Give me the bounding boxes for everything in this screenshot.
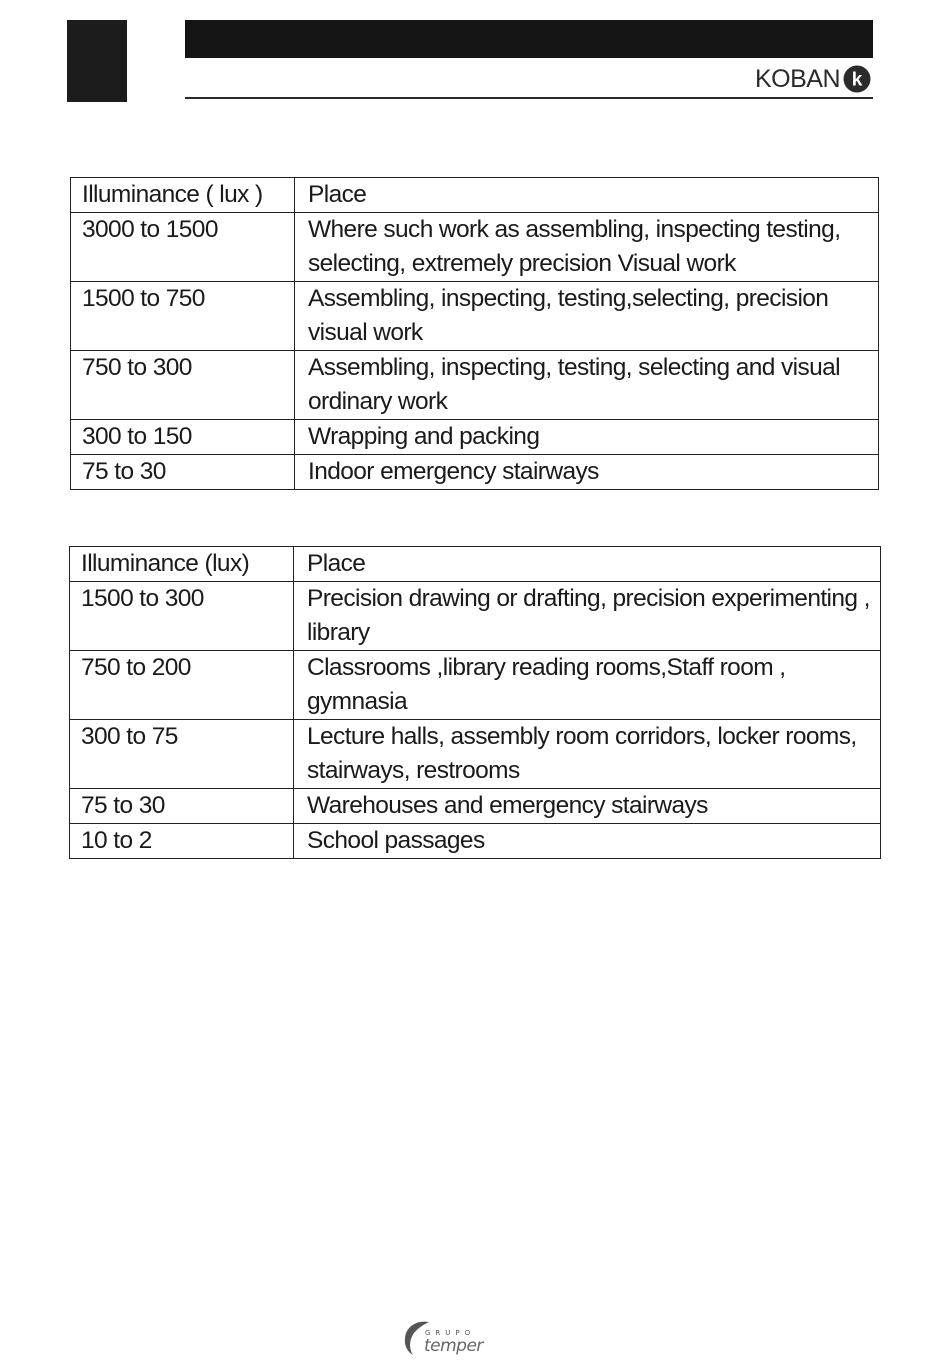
place-cell bbox=[295, 351, 879, 420]
table-row bbox=[71, 282, 879, 351]
table-row bbox=[71, 455, 879, 490]
illuminance-cell: 750 to 300 bbox=[71, 351, 295, 420]
place-line: Classrooms ,library reading rooms,Staff room , bbox=[307, 654, 786, 681]
table-row bbox=[70, 720, 881, 789]
place-line: library bbox=[307, 619, 370, 646]
illuminance-cell: 1500 to 300 bbox=[70, 582, 294, 651]
place-line: stairways, restrooms bbox=[307, 757, 520, 784]
illuminance-cell: 10 to 2 bbox=[70, 824, 294, 859]
page-corner-tab bbox=[67, 20, 127, 102]
place-line: Assembling, inspecting, testing, selecting and visual bbox=[308, 354, 841, 381]
header-bar bbox=[185, 20, 873, 58]
place-cell: Indoor emergency stairways bbox=[295, 455, 879, 490]
place-cell bbox=[295, 213, 879, 282]
place-cell bbox=[294, 651, 881, 720]
illuminance-cell: 300 to 150 bbox=[71, 420, 295, 455]
illuminance-table-2 bbox=[69, 546, 881, 859]
column-header-illuminance: Illuminance ( lux ) bbox=[71, 178, 295, 213]
place-cell bbox=[294, 720, 881, 789]
footer-logo bbox=[402, 1316, 488, 1356]
place-line: Assembling, inspecting, testing,selecting, precision bbox=[308, 285, 829, 312]
place-line: visual work bbox=[308, 319, 423, 346]
place-line: ordinary work bbox=[308, 388, 448, 415]
place-line: gymnasia bbox=[307, 688, 408, 715]
table-row bbox=[71, 213, 879, 282]
column-header-place: Place bbox=[295, 178, 879, 213]
illuminance-cell: 75 to 30 bbox=[70, 789, 294, 824]
footer-group-label: GRUPO bbox=[425, 1329, 476, 1337]
table-row bbox=[70, 651, 881, 720]
table-row bbox=[71, 420, 879, 455]
place-line: Precision drawing or drafting, precision experimenting , bbox=[307, 585, 870, 612]
place-line: Where such work as assembling, inspecting testing, bbox=[308, 216, 841, 243]
place-cell: Warehouses and emergency stairways bbox=[294, 789, 881, 824]
table-row bbox=[70, 582, 881, 651]
illuminance-cell: 75 to 30 bbox=[71, 455, 295, 490]
header-rule bbox=[185, 97, 873, 99]
place-cell bbox=[295, 282, 879, 351]
place-cell bbox=[294, 582, 881, 651]
brand-mark-letter: k bbox=[851, 69, 863, 91]
illuminance-cell: 3000 to 1500 bbox=[71, 213, 295, 282]
illuminance-cell: 750 to 200 bbox=[70, 651, 294, 720]
place-cell: School passages bbox=[294, 824, 881, 859]
table-header-row bbox=[70, 547, 881, 582]
illuminance-cell: 1500 to 750 bbox=[71, 282, 295, 351]
footer-company-name: temper bbox=[424, 1336, 483, 1356]
illuminance-table-1 bbox=[70, 177, 879, 490]
table-row bbox=[71, 351, 879, 420]
place-line: Lecture halls, assembly room corridors, locker rooms, bbox=[307, 723, 857, 750]
brand-name: KOBAN bbox=[754, 64, 840, 93]
illuminance-cell: 300 to 75 bbox=[70, 720, 294, 789]
table-row bbox=[70, 789, 881, 824]
koban-k-icon bbox=[842, 64, 872, 94]
brand-logo bbox=[755, 64, 872, 94]
place-cell: Wrapping and packing bbox=[295, 420, 879, 455]
table-row bbox=[70, 824, 881, 859]
column-header-illuminance: Illuminance (lux) bbox=[70, 547, 294, 582]
place-line: selecting, extremely precision Visual work bbox=[308, 250, 736, 277]
column-header-place: Place bbox=[294, 547, 881, 582]
table-header-row bbox=[71, 178, 879, 213]
